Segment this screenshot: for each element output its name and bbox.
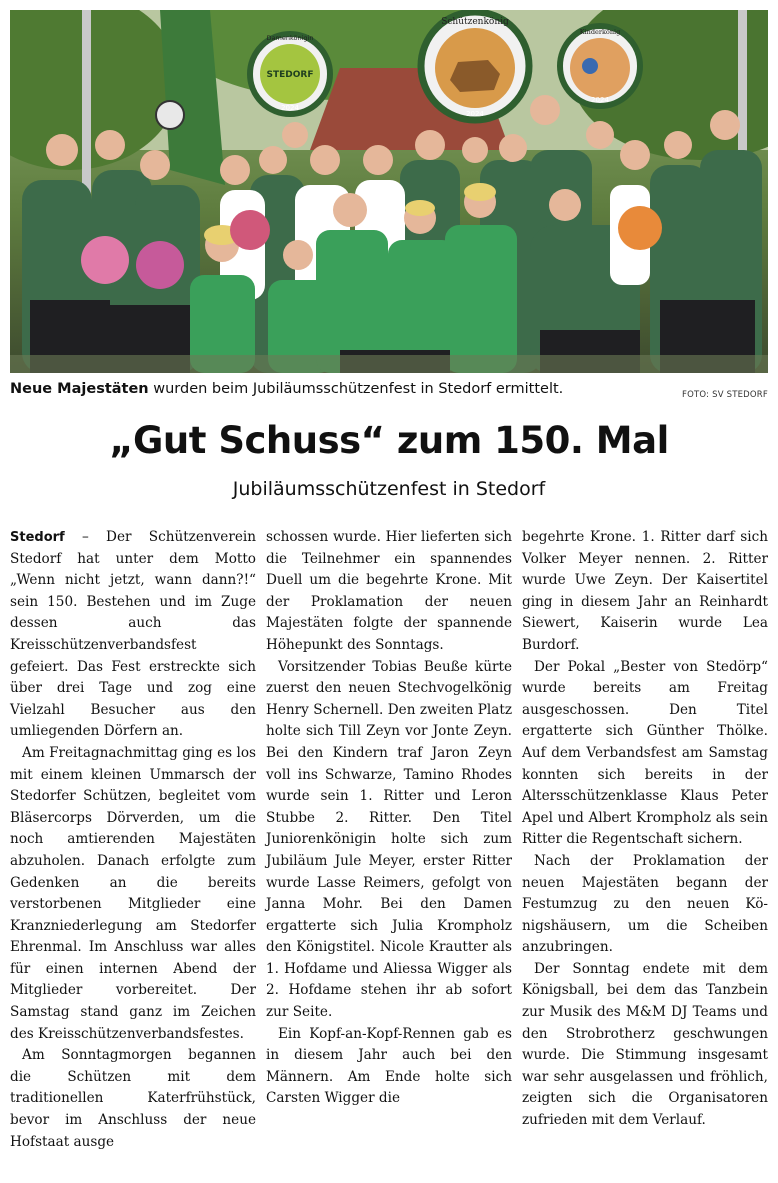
subheadline: Jubiläumsschützenfest in Stedorf [232,478,546,500]
article-paragraph: schossen wurde. Hier lieferten sich die Teilnehmer ein spannendes Duell um die begehrte Krone. Mit der Proklamation der neuen Majestäten folgte der spannende Höhepunkt des Sonntags. [266,529,512,653]
badge-left-text: STEDORF [266,70,314,80]
badge-right [560,26,640,106]
article-column-1 [10,527,256,1153]
group-photo [10,10,768,373]
article-paragraph [10,527,256,743]
group-photo-illustration [10,10,768,373]
badge-left-year: 2024 [281,104,299,112]
article-location: Stedorf [10,530,65,545]
article-paragraph: begehrte Krone. 1. Ritter darf sich Volker Meyer nennen. 2. Ritter wurde Uwe Zeyn. Der Kaisertitel ging in diesem Jahr an Reinhardt Siewert, Kaiserin wurde Lea Burdorf. [522,529,768,653]
article-paragraph: Am Freitagnachmittag ging es los mit einem kleinen Ummarsch der Stedorfer Schützen, begleitet vom Bläsercorps Dörverden, um die noch amtierenden Majestäten abzuholen. Danach erfolgte zum Gedenken an die bereits verstorbenen Mitglieder eine Kranzniederlegung am Stedorfer Ehrenmal. Im Anschluss war alles für einen internen Abend der Mitglieder vorbereitet. Der Samstag stand ganz im Zeichen des Kreisschützenverbandsfestes. [10,744,256,1042]
article-paragraph: Am Sonntagmorgen begannen die Schützen mit dem traditionellen Katerfrühstück, bevor im Anschluss der neue Hofstaat ausge [10,1047,256,1150]
caption-rest: wurden beim Jubiläumsschützenfest in Stedorf ermittelt. [148,381,564,397]
bird-icon [582,58,598,74]
article-paragraph: Der Sonntag endete mit dem Königsball, bei dem das Tanzbein zur Musik des M&M DJ Teams und den Strobrotherz geschwungen wurde. Die Stimmung insgesamt war sehr ausgelassen und fröhlich, zeigten sich die Organisatoren zufrieden mit dem Verlauf. [522,960,768,1129]
article-column-2 [266,527,512,1110]
badge-center-year: 2024 [466,110,484,118]
article-paragraph: Nach der Proklamation der neuen Majestäten begann der Festumzug zu den neuen Königshäusern, um die Scheiben anzubringen. [522,852,768,956]
article-column-3 [522,527,768,1132]
article-paragraph: Ein Kopf-an-Kopf-Rennen gab es in diesem Jahr auch bei den Männern. Am Ende holte sich Carsten Wigger die [266,1025,512,1107]
badge-center [421,12,529,120]
article-paragraph: Vorsitzender Tobias Beuße kürte zuerst den neuen Stechvogelkönig Henry Schernell. Den zweiten Platz holte sich Till Zeyn vor Jonte Zeyn. Bei den Kindern traf Jaron Zeyn voll ins Schwarze, Tamino Rhodes wurde sein 1. Ritter und Leron Stubbe 2. Ritter. Den Titel Juniorenkönigin holte sich zum Jubiläum Jule Meyer, erster Ritter wurde Lasse Reimers, gefolgt von Janna Mohr. Bei den Damen ergatterte sich Julia Krompholz den Königstitel. Nicole Krautter als 1. Hofdame und Aliessa Wigger als 2. Hofdame stehen ihr ab sofort zur Seite. [266,658,512,1021]
badge-left-top: Damenkönigin [266,34,314,42]
photo-caption [10,381,768,403]
headline: „Gut Schuss“ zum 150. Mal [109,419,669,462]
article-lead: – Der Schützenverein Stedorf hat unter dem Motto „Wenn nicht jetzt, wann dann?!“ sein 150. Bestehen und im Zuge dessen auch das Kreisschützenverbandsfest gefeiert. Das Fest erstreckte sich über drei Tage und zog eine Vielzahl Besucher aus den umliegenden Dörfern an. [10,529,256,740]
article-paragraph: Der Pokal „Bester von Stedörp“ wurde bereits am Freitag ausgeschossen. Den Titel ergatterte sich Günther Thölke. Auf dem Verbandsfest am Samstag konnten sich bereits in der Altersschützenklasse Klaus Peter Apel und Albert Krompholz als sein Ritter die Regentschaft sichern. [522,658,768,848]
badge-right-year: 2024 [591,96,609,104]
photo-credit: FOTO: SV STEDORF [682,390,768,400]
badge-left [250,34,330,114]
caption-bold: Neue Majestäten [10,381,149,397]
badge-right-top: Kinderkönig [579,28,621,36]
flag-target-emblem [156,101,184,129]
badge-center-top: Schützenkönig [441,17,509,27]
